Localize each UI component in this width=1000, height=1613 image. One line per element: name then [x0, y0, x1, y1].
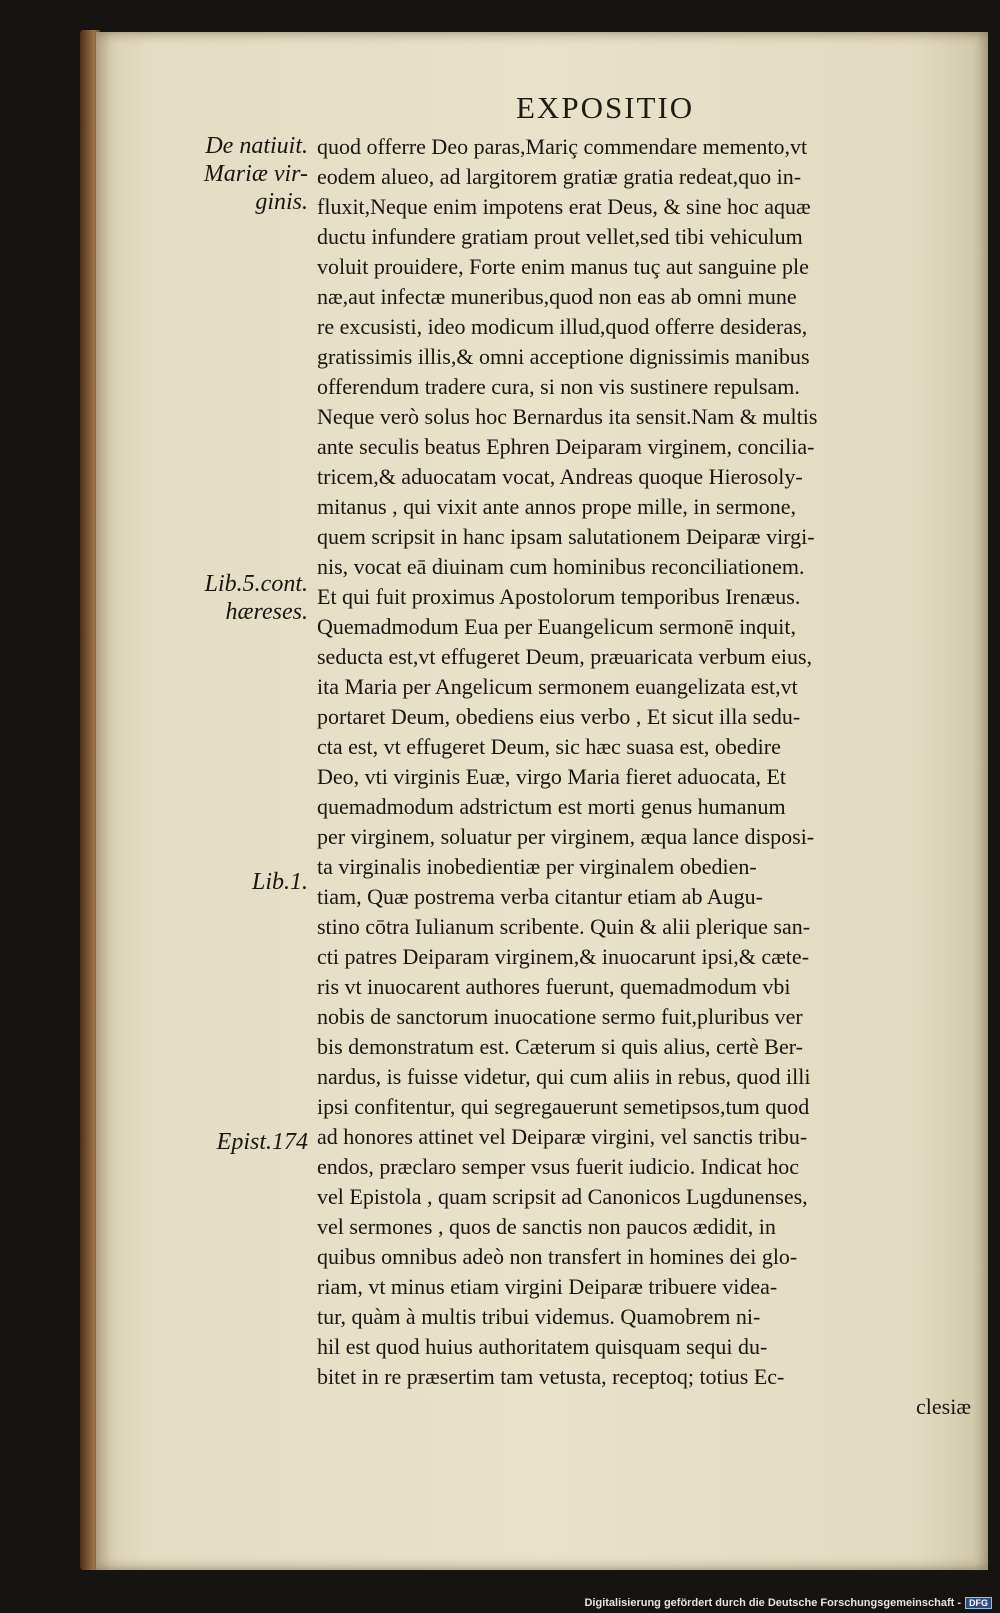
- text-line: ris vt inuocarent authores fuerunt, quemadmodum vbi: [317, 974, 791, 999]
- marginal-note-line: Lib.1.: [251, 869, 308, 895]
- text-line: per virginem, soluatur per virginem, æqua lance disposi-: [317, 824, 815, 849]
- digitization-credit: [584, 1597, 992, 1609]
- text-line: vel sermones , quos de sanctis non paucos ædidit, in: [317, 1214, 776, 1239]
- text-line: fluxit,Neque enim impotens erat Deus, & sine hoc aquæ: [317, 194, 811, 219]
- marginal-note-line: Mariæ vir-: [203, 161, 308, 187]
- catchword: clesiæ: [916, 1394, 971, 1419]
- text-line: seducta est,vt effugeret Deum, præuaricata verbum eius,: [317, 644, 813, 669]
- text-line: quemadmodum adstrictum est morti genus humanum: [317, 794, 786, 819]
- text-line: cti patres Deiparam virginem,& inuocarunt ipsi,& cæte-: [317, 944, 810, 969]
- text-line: eodem alueo, ad largitorem gratiæ gratia redeat,quo in-: [317, 164, 802, 189]
- marginal-note-line: ginis.: [255, 189, 308, 215]
- text-line: portaret Deum, obediens eius verbo , Et sicut illa sedu-: [317, 704, 801, 729]
- text-line: quod offerre Deo paras,Mariç commendare memento,vt: [317, 134, 808, 159]
- text-line: nobis de sanctorum inuocatione sermo fuit,pluribus ver: [317, 1004, 803, 1029]
- text-line: ipsi confitentur, qui segregauerunt semetipsos,tum quod: [317, 1094, 810, 1119]
- text-line: stino cōtra Iulianum scribente. Quin & alii plerique san-: [317, 914, 811, 939]
- marginal-note-line: De natiuit.: [205, 133, 308, 159]
- text-line: ta virginalis inobedientiæ per virginalem obedien-: [317, 854, 757, 879]
- text-line: riam, vt minus etiam virgini Deiparæ tribuere videa-: [317, 1274, 778, 1299]
- text-line: Neque verò solus hoc Bernardus ita sensit.Nam & multis: [317, 404, 818, 429]
- marginal-note-de-natiuitate: [158, 132, 308, 216]
- text-line: nardus, is fuisse videtur, qui cum aliis in rebus, quod illi: [317, 1064, 811, 1089]
- dfg-logo: DFG: [965, 1597, 992, 1609]
- text-line: ductu infundere gratiam prout vellet,sed tibi vehiculum: [317, 224, 803, 249]
- marginal-note-lib1: [158, 868, 308, 896]
- text-line: hil est quod huius authoritatem quisquam sequi du-: [317, 1334, 768, 1359]
- text-line: endos, præclaro semper vsus fuerit iudicio. Indicat hoc: [317, 1154, 800, 1179]
- text-line: Et qui fuit proximus Apostolorum temporibus Irenæus.: [317, 584, 801, 609]
- text-line: vel Epistola , quam scripsit ad Canonicos Lugdunenses,: [317, 1184, 808, 1209]
- marginal-note-epist174: [158, 1128, 308, 1156]
- marginal-note-lib5: [158, 570, 308, 626]
- text-line: tur, quàm à multis tribui videmus. Quamobrem ni-: [317, 1304, 761, 1329]
- text-line: ita Maria per Angelicum sermonem euangelizata est,vt: [317, 674, 798, 699]
- marginal-note-line: Lib.5.cont.: [204, 571, 308, 597]
- text-line: næ,aut infectæ muneribus,quod non eas ab omni mune: [317, 284, 797, 309]
- credit-text: Digitalisierung gefördert durch die Deutsche Forschungsgemeinschaft -: [584, 1597, 961, 1609]
- text-line: bitet in re præsertim tam vetusta, receptoq; totius Ec-: [317, 1364, 785, 1389]
- text-line: ad honores attinet vel Deiparæ virgini, vel sanctis tribu-: [317, 1124, 808, 1149]
- text-line: voluit prouidere, Forte enim manus tuç aut sanguine ple: [317, 254, 809, 279]
- text-line: ante seculis beatus Ephren Deiparam virginem, concilia-: [317, 434, 815, 459]
- marginal-note-line: hæreses.: [225, 599, 308, 625]
- text-line: re excusisti, ideo modicum illud,quod offerre desideras,: [317, 314, 808, 339]
- text-line: offerendum tradere cura, si non vis sustinere repulsam.: [317, 374, 800, 399]
- running-head: EXPOSITIO: [516, 90, 695, 125]
- text-line: tiam, Quæ postrema verba citantur etiam ab Augu-: [317, 884, 763, 909]
- text-line: Deo, vti virginis Euæ, virgo Maria fieret aduocata, Et: [317, 764, 787, 789]
- main-text-block: [317, 132, 977, 1422]
- text-line: quem scripsit in hanc ipsam salutationem Deiparæ virgi-: [317, 524, 815, 549]
- text-line: tricem,& aduocatam vocat, Andreas quoque Hierosoly-: [317, 464, 803, 489]
- text-line: Quemadmodum Eua per Euangelicum sermonē inquit,: [317, 614, 796, 639]
- book-page: [96, 32, 988, 1570]
- text-line: quibus omnibus adeò non transfert in homines dei glo-: [317, 1244, 798, 1269]
- text-line: gratissimis illis,& omni acceptione dignissimis manibus: [317, 344, 810, 369]
- text-line: nis, vocat eā diuinam cum hominibus reconciliationem.: [317, 554, 805, 579]
- text-line: bis demonstratum est. Cæterum si quis alius, certè Ber-: [317, 1034, 803, 1059]
- text-line: cta est, vt effugeret Deum, sic hæc suasa est, obedire: [317, 734, 781, 759]
- marginal-note-line: Epist.174: [216, 1129, 308, 1155]
- text-line: mitanus , qui vixit ante annos prope mille, in sermone,: [317, 494, 797, 519]
